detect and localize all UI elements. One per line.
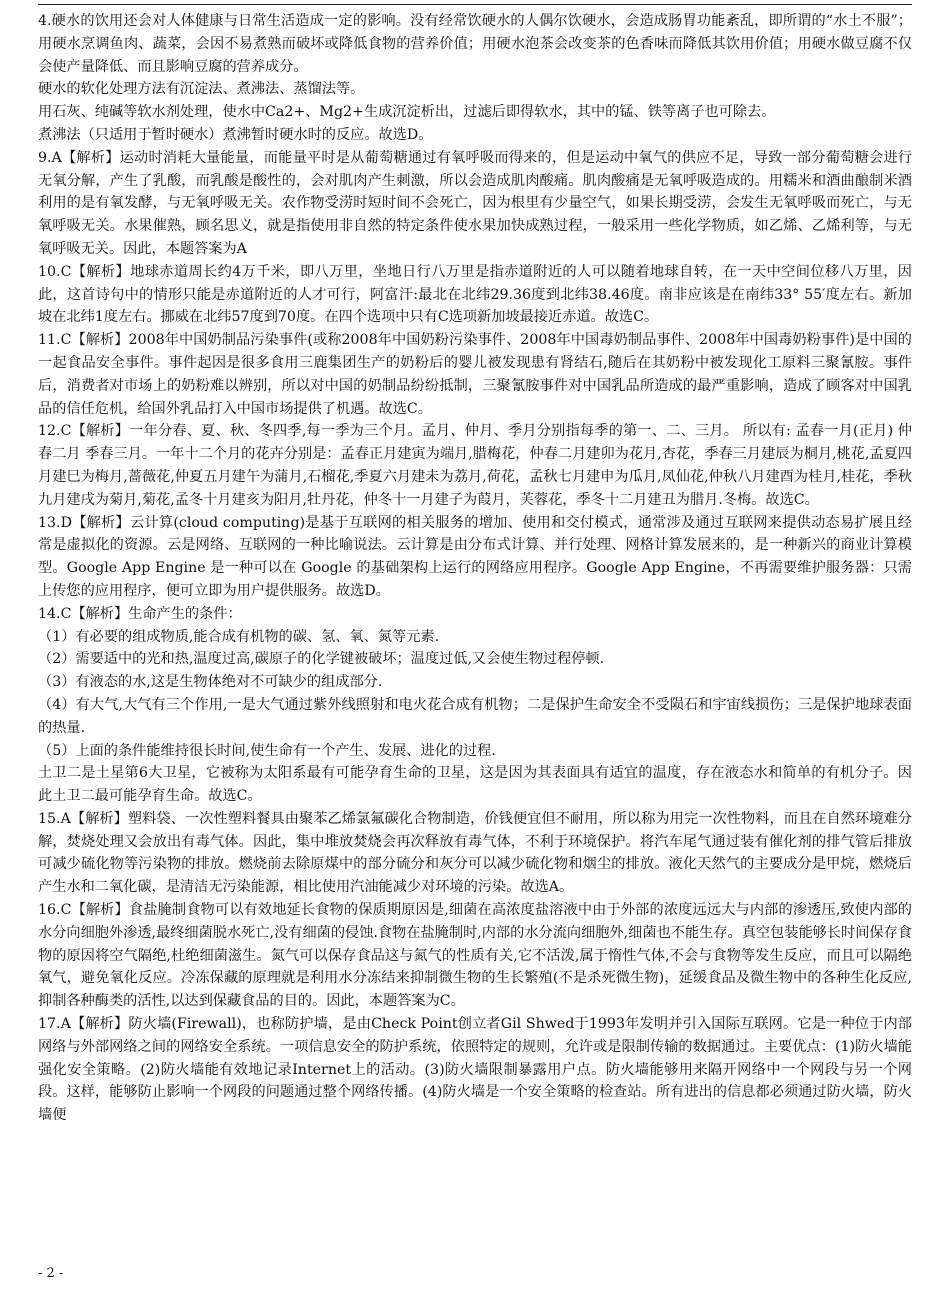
page-number: - 2 -: [38, 1266, 64, 1281]
list-item: （3）有液态的水,这是生物体绝对不可缺少的组成部分.: [38, 674, 383, 691]
answer-11: 11.C【解析】2008年中国奶制品污染事件(或称2008年中国奶粉污染事件、2008年中国毒奶制品事件、2008年中国毒奶粉事件)是中国的一起食品安全事件。事件起因是很多食用三鹿集团生产的奶粉后的婴儿被发现患有肾结石,随后在其奶粉中被发现化工原料三聚氰胺。事件后，消费者对市场上的奶粉难以辨别，所以对中国的奶制品纷纷抵制，三聚氰胺事件对中国乳品所造成的最严重影响，造成了顾客对中国乳品的信任危机，给国外乳品打入中国市场提供了机遇。故选C。: [38, 332, 912, 417]
answer-9: 9.A【解析】运动时消耗大量能量，而能量平时是从葡萄糖通过有氧呼吸而得来的，但是运动中氧气的供应不足，导致一部分葡萄糖会进行无氧分解，产生了乳酸，而乳酸是酸性的，会对肌肉产生刺激，所以会造成肌肉酸痛。肌肉酸痛是无氧呼吸造成的。用糯米和酒曲酿制米酒利用的是有氧发酵，与无氧呼吸无关。农作物受涝时短时间不会死亡，因为根里有少量空气，如果长期受涝，会发生无氧呼吸而死亡，与无氧呼吸无关。水果催熟，顾名思义，就是指使用非自然的特定条件使水果加快成熟过程，一般采用一些化学物质，如乙烯、乙烯利等，与无氧呼吸无关。因此，本题答案为A: [38, 149, 912, 257]
paragraph: 4.硬水的饮用还会对人体健康与日常生活造成一定的影响。没有经常饮硬水的人偶尔饮硬水，会造成肠胃功能紊乱，即所谓的“水土不服”；用硬水烹调鱼肉、蔬菜，会因不易煮熟而破坏或降低食物的营养价值；用硬水泡茶会改变茶的色香味而降低其饮用价值；用硬水做豆腐不仅会使产量降低、而且影响豆腐的营养成分。: [38, 13, 912, 75]
list-item: （5）上面的条件能维持很长时间,使生命有一个产生、发展、进化的过程.: [38, 742, 496, 759]
paragraph: 用石灰、纯碱等软水剂处理，使水中Ca2+、Mg2+生成沉淀析出，过滤后即得软水，其中的锰、铁等离子也可除去。: [38, 104, 776, 121]
answer-13: 13.D【解析】云计算(cloud computing)是基于互联网的相关服务的增加、使用和交付模式，通常涉及通过互联网来提供动态易扩展且经常是虚拟化的资源。云是网络、互联网的一种比喻说法。云计算是由分布式计算、并行处理、网格计算发展来的，是一种新兴的商业计算模型。Google App Engine 是一种可以在 Google 的基础架构上运行的网络应用程序。Google App Engine，不再需要维护服务器：只需上传您的应用程序，便可立即为用户提供服务。故选D。: [38, 514, 912, 599]
list-item: （1）有必要的组成物质,能合成有机物的碳、氢、氧、氮等元素.: [38, 628, 440, 645]
answer-12: 12.C【解析】一年分春、夏、秋、冬四季,每一季为三个月。孟月、仲月、季月分别指每季的第一、二、三月。 所以有: 孟春一月(正月) 仲春二月 季春三月。一年十二个月的花卉分别是：孟春正月建寅为端月,腊梅花，仲春二月建卯为花月,杏花，季春三月建辰为桐月,桃花,孟夏四月建巳为梅月,蔷薇花,仲夏五月建午为蒲月,石榴花,季夏六月建未为荔月,荷花，孟秋七月建申为瓜月,凤仙花,仲秋八月建酉为桂月,桂花，季秋九月建戌为菊月,菊花,孟冬十月建亥为阳月,牡丹花，仲冬十一月建子为葭月，芙蓉花，季冬十二月建丑为腊月.冬梅。故选C。: [38, 423, 912, 508]
answer-15: 15.A【解析】塑料袋、一次性塑料餐具由聚苯乙烯氯氟碳化合物制造，价钱便宜但不耐用，所以称为用完一次性物料，而且在自然环境难分解，焚烧处理又会放出有毒气体。因此，集中堆放焚烧会再次释放有毒气体，不利于环境保护。将汽车尾气通过装有催化剂的排气管后排放可减少硫化物等污染物的排放。燃烧前去除原煤中的部分硫分和灰分可以减少硫化物和烟尘的排放。液化天然气的主要成分是甲烷，燃烧后产生水和二氧化碳，是清洁无污染能源，相比使用汽油能减少对环境的污染。故选A。: [38, 810, 912, 896]
paragraph: 土卫二是土星第6大卫星，它被称为太阳系最有可能孕育生命的卫星，这是因为其表面具有适宜的温度，存在液态水和简单的有机分子。因此土卫二最可能孕育生命。故选C。: [38, 765, 912, 805]
list-item: （2）需要适中的光和热,温度过高,碳原子的化学键被破坏；温度过低,又会使生物过程停顿.: [38, 651, 605, 668]
paragraph: 硬水的软化处理方法有沉淀法、煮沸法、蒸馏法等。: [38, 81, 365, 98]
answer-17: 17.A【解析】防火墙(Firewall)，也称防护墙，是由Check Point创立者Gil Shwed于1993年发明并引入国际互联网。它是一种位于内部网络与外部网络之间的网络安全系统。一项信息安全的防护系统，依照特定的规则，允许或是限制传输的数据通过。主要优点：(1)防火墙能强化安全策略。(2)防火墙能有效地记录Internet上的活动。(3)防火墙限制暴露用户点。防火墙能够用来隔开网络中一个网段与另一个网段。这样，能够防止影响一个网段的问题通过整个网络传播。(4)防火墙是一个安全策略的检查站。所有进出的信息都必须通过防火墙，防火墙便: [38, 1016, 912, 1124]
answer-14: 14.C【解析】生命产生的条件：: [38, 605, 242, 622]
answer-10: 10.C【解析】地球赤道周长约4万千米，即八万里，坐地日行八万里是指赤道附近的人可以随着地球自转，在一天中空间位移八万里，因此，这首诗句中的情形只能是赤道附近的人才可行，阿富汗:最北在北纬29.36度到北纬38.46度。南非应该是在南纬33° 55′度左右。新加坡在北纬1度左右。挪威在北纬57度到70度。在四个选项中只有C选项新加坡最接近赤道。故选C。: [38, 263, 912, 326]
list-item: （4）有大气,大气有三个作用,一是大气通过紫外线照射和电火花合成有机物；二是保护生命安全不受陨石和宇宙线损伤；三是保护地球表面的热量.: [38, 696, 912, 736]
top-rule: [38, 4, 912, 5]
document-body: [38, 10, 912, 1127]
paragraph: 煮沸法（只适用于暂时硬水）煮沸暂时硬水时的反应。故选D。: [38, 126, 433, 143]
answer-16: 16.C【解析】食盐腌制食物可以有效地延长食物的保质期原因是,细菌在高浓度盐溶液中由于外部的浓度远远大与内部的渗透压,致使内部的水分向细胞外渗透,最终细菌脱水死亡,没有细菌的侵蚀.食物在盐腌制时,内部的水分流向细胞外,细菌也不能生存。真空包装能够长时间保存食物的原因将空气隔绝,杜绝细菌滋生。氮气可以保存食品这与氮气的性质有关,它不活泼,属于惰性气体,不会与食物等发生反应，而且可以隔绝氧气，避免氧化反应。冷冻保藏的原理就是利用水分冻结来抑制微生物的生长繁殖(不是杀死微生物)，延缓食品及微生物中的各种生化反应,抑制各种酶类的活性,以达到保藏食品的目的。因此，本题答案为C。: [38, 902, 912, 1010]
